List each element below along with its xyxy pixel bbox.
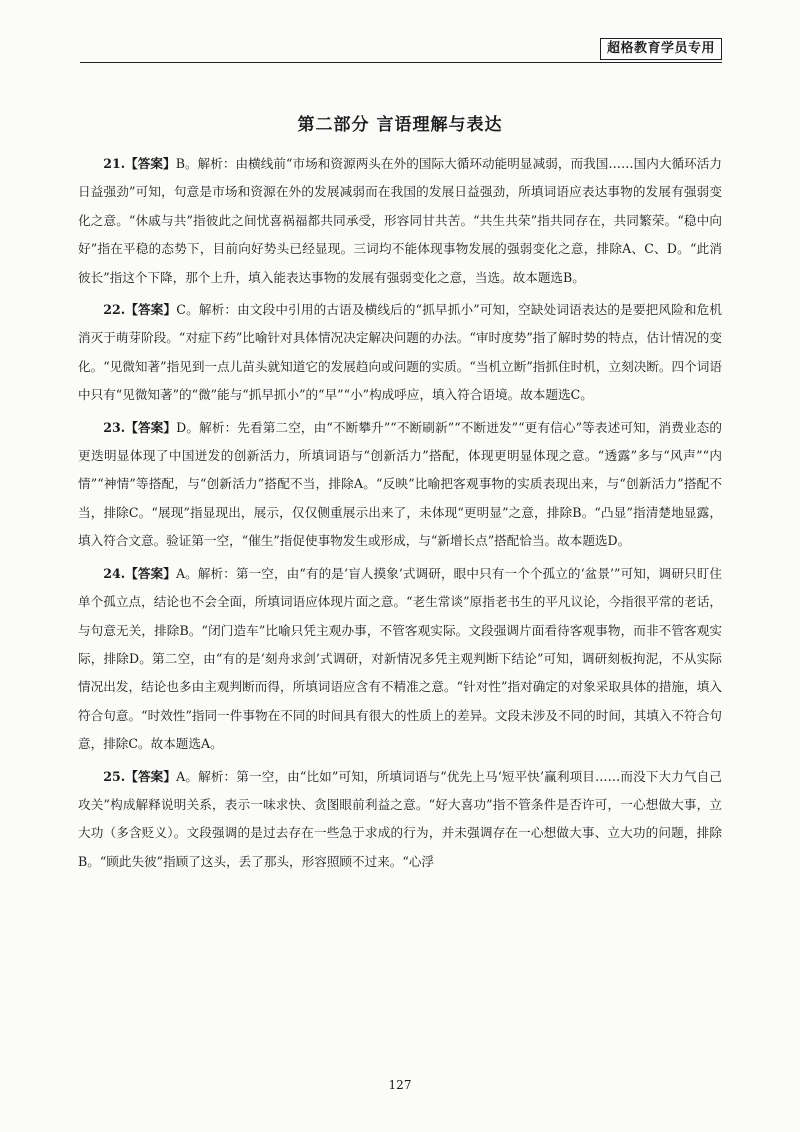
answer-key: C [176,302,186,318]
answer-label: 【答案】 [125,768,177,784]
answer-content [78,150,722,880]
question-number: 24. [103,565,126,581]
answer-key: A [176,768,186,784]
page-number: 127 [388,1078,412,1092]
explanation-text: 。解析：由横线前“市场和资源两头在外的国际大循环动能明显减弱，而我国……国内大循环活力日益强劲”可知，句意是市场和资源在外的发展减弱而在我国的发展日益强劲，所填词语应表达事物的发展有强弱变化之意。“休戚与共”指彼此之间忧喜祸福都共同承受，形容同甘共苦。“共生共荣”指共同存在，共同繁荣。“稳中向好”指在平稳的态势下，目前向好势头已经显现。三词均不能体现事物发展的强弱变化之意，排除A、C、D。“此消彼长”指这个下降，那个上升，填入能表达事物的发展有强弱变化之意，当选。故本题选B。 [78,156,722,285]
answer-paragraph-24 [78,560,722,759]
answer-label: 【答案】 [125,419,177,435]
answer-key: B [175,156,185,171]
header-badge: 超格教育学员专用 [600,38,722,60]
answer-label: 【答案】 [125,156,176,171]
answer-paragraph-23 [78,414,722,556]
header-rule [80,62,722,63]
question-number: 22. [103,302,126,318]
explanation-text: 。解析：第一空，由“比如”可知，所填词语与“优先上马‘短平快’赢利项目……而没下大力气自己攻关”构成解释说明关系，表示一味求快、贪图眼前利益之意。“好大喜功”指不管条件是否许可，一心想做大事，立大功（多含贬义）。文段强调的是过去存在一些急于求成的行为，并未强调存在一心想做大事、立大功的问题，排除B。“顾此失彼”指顾了这头，丢了那头，形容照顾不过来。“心浮 [78,768,723,869]
section-title: 第二部分 言语理解与表达 [297,115,503,135]
explanation-text: 。解析：先看第二空，由“不断攀升”“不断刷新”“不断迸发”“更有信心”等表述可知，消费业态的更迭明显体现了中国迸发的创新活力，所填词语与“创新活力”搭配，体现更明显体现之意。“透露”多与“风声”“内情”“神情”等搭配，与“创新活力”搭配不当，排除A。“反映”比喻把客观事物的实质表现出来，与“创新活力”搭配不当，排除C。“展现”指显现出，展示，仅仅侧重展示出来了，未体现“更明显”之意，排除B。“凸显”指清楚地显露，填入符合文意。验证第一空，“催生”指促使事物发生或形成，与“新增长点”搭配恰当。故本题选D。 [78,419,723,549]
answer-paragraph-22 [78,296,722,410]
explanation-text: 。解析：由文段中引用的古语及横线后的“抓早抓小”可知，空缺处词语表达的是要把风险和危机消灭于萌芽阶段。“对症下药”比喻针对具体情况决定解决问题的办法。“审时度势”指了解时势的特点，估计情况的变化。“见微知著”指见到一点儿苗头就知道它的发展趋向或问题的实质。“当机立断”指抓住时机，立刻决断。四个词语中只有“见微知著”的“微”能与“抓早抓小”的“早”“小”构成呼应，填入符合语境。故本题选C。 [78,302,722,403]
explanation-text: 。解析：第一空，由“有的是‘盲人摸象’式调研，眼中只有一个个孤立的‘盆景’”可知，调研只盯住单个孤立点，结论也不会全面，所填词语应体现片面之意。“老生常谈”原指老书生的平凡议论，今指很平常的老话，与句意无关，排除B。“闭门造车”比喻只凭主观办事，不管客观实际。文段强调片面看待客观事物，而非不管客观实际，排除D。第二空，由“有的是‘刻舟求剑’式调研，对新情况多凭主观判断下结论”可知，调研刻板拘泥，不从实际情况出发，结论也多由主观判断而得，所填词语应含有不精准之意。“针对性”指对确定的对象采取具体的措施，填入符合句意。“时效性”指同一件事物在不同的时间具有很大的性质上的差异。文段未涉及不同的时间，其填入不符合句意，排除C。故本题选A。 [78,565,723,752]
answer-label: 【答案】 [125,565,176,581]
answer-paragraph-21 [78,150,722,292]
question-number: 23. [103,419,126,435]
answer-key: D [176,419,187,435]
question-number: 21. [103,156,126,171]
question-number: 25. [103,768,126,784]
answer-label: 【答案】 [125,302,177,318]
answer-paragraph-25 [78,763,722,877]
answer-key: A [175,565,186,581]
